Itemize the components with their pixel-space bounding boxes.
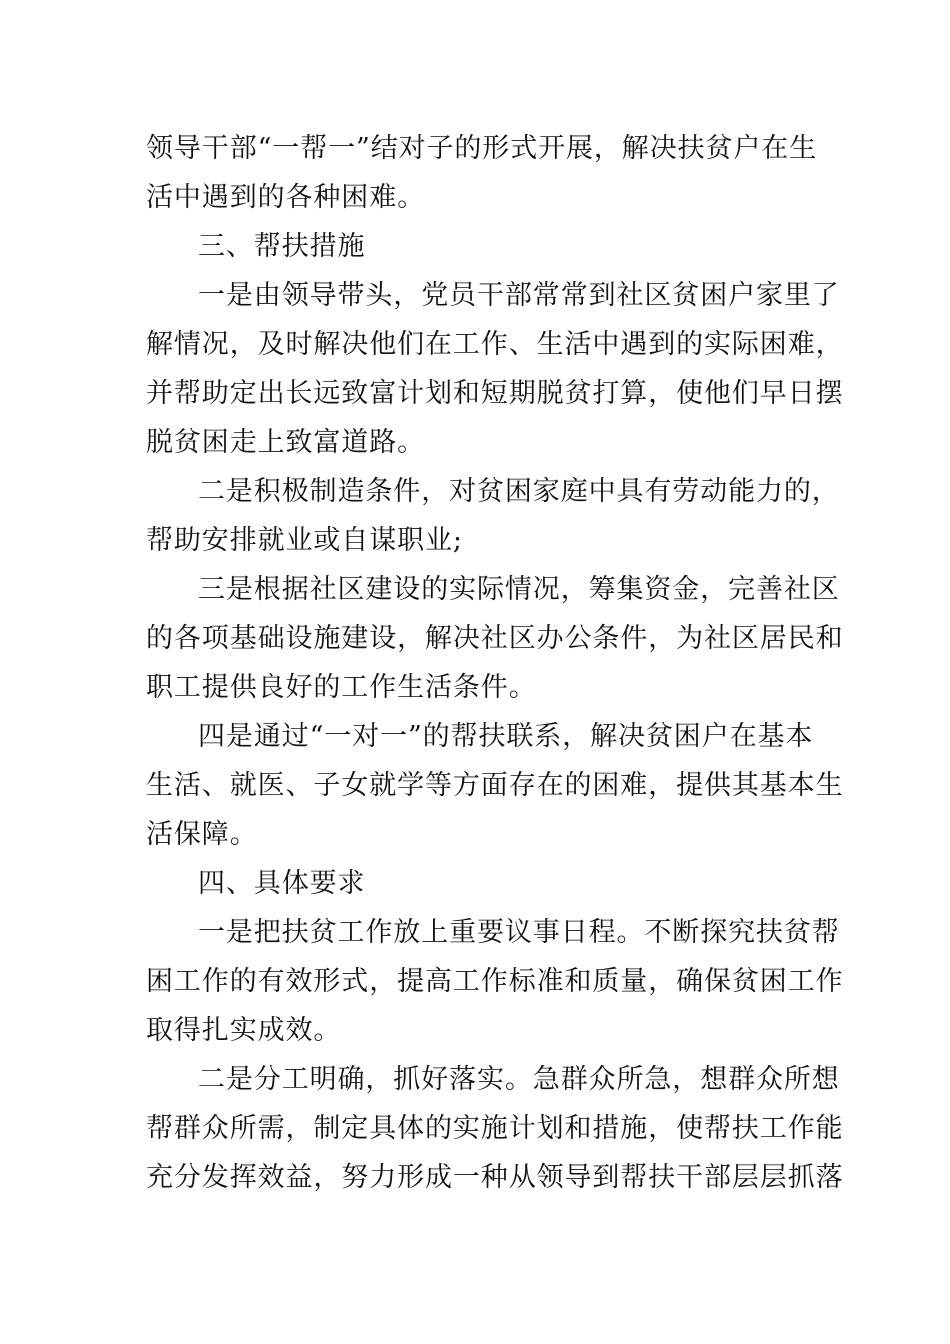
text-line: 领导干部“一帮一”结对子的形式开展，解决扶贫户在生 — [146, 133, 818, 164]
text-line: 并帮助定出长远致富计划和短期脱贫打算，使他们早日摆 — [146, 378, 844, 409]
document-body — [146, 124, 844, 1202]
text-line: 解情况，及时解决他们在工作、生活中遇到的实际困难， — [146, 329, 844, 360]
text-line: 二是分工明确，抓好落实。急群众所急，想群众所想 — [198, 1064, 840, 1095]
text-line: 充分发挥效益，努力形成一种从领导到帮扶干部层层抓落 — [146, 1162, 844, 1193]
section-heading-measures: 三、帮扶措施 — [198, 231, 366, 262]
text-line: 帮群众所需，制定具体的实施计划和措施，使帮扶工作能 — [146, 1113, 844, 1144]
text-line: 生活、就医、子女就学等方面存在的困难，提供其基本生 — [146, 770, 844, 801]
text-line: 的各项基础设施建设，解决社区办公条件，为社区居民和 — [146, 623, 844, 654]
text-line: 四是通过“一对一”的帮扶联系，解决贫困户在基本 — [198, 721, 814, 752]
text-line: 活保障。 — [146, 819, 258, 850]
text-line: 活中遇到的各种困难。 — [146, 182, 425, 213]
text-line: 三是根据社区建设的实际情况，筹集资金，完善社区 — [198, 574, 840, 605]
text-line: 帮助安排就业或自谋职业; — [146, 525, 463, 556]
text-line: 职工提供良好的工作生活条件。 — [146, 672, 537, 703]
text-line: 脱贫困走上致富道路。 — [146, 427, 425, 458]
text-line: 一是把扶贫工作放上重要议事日程。不断探究扶贫帮 — [198, 917, 840, 948]
text-line: 一是由领导带头，党员干部常常到社区贫困户家里了 — [198, 280, 840, 311]
text-line: 困工作的有效形式，提高工作标准和质量，确保贫困工作 — [146, 966, 844, 997]
text-line: 取得扎实成效。 — [146, 1015, 342, 1046]
text-line: 二是积极制造条件，对贫困家庭中具有劳动能力的， — [198, 476, 840, 507]
section-heading-requirements: 四、具体要求 — [198, 868, 366, 899]
